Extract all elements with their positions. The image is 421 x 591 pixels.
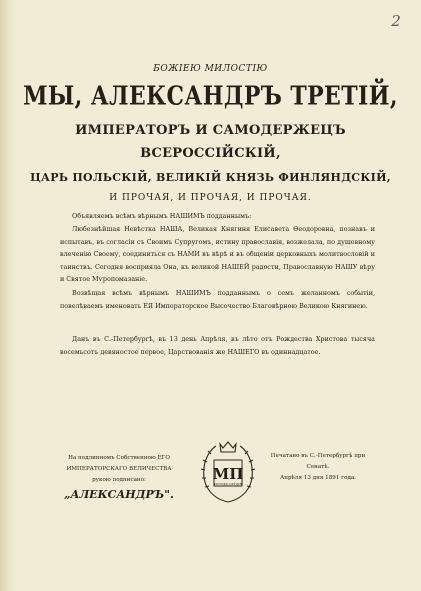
printing-seal-emblem <box>196 440 260 506</box>
seal-monogram: МП <box>212 465 244 483</box>
title-emperor: ИМПЕРАТОРЪ И САМОДЕРЖЕЦЪ <box>75 123 346 138</box>
announcement-line: Объявляемъ всѣмъ вѣрнымъ НАШИМЪ подданнымъ: <box>72 212 252 220</box>
imprint-date: Апрѣля 13 дня 1891 года. <box>279 475 357 481</box>
countersign-name: „АЛЕКСАНДРЪ". <box>64 488 174 501</box>
countersign-note: На подлинномъ Собственною ЕГО ИМПЕРАТОРСКАГО ВЕЛИЧЕСТВА рукою подписано: <box>66 455 172 483</box>
invocation-line: БОЖІЕЮ МИЛОСТІЮ <box>153 64 268 74</box>
sovereign-name: МЫ, АЛЕКСАНДРЪ ТРЕТІЙ, <box>23 80 398 112</box>
folio-number: 2 <box>391 12 401 30</box>
seal-legend: ИСТОКЪ ОРУДІЯ <box>214 482 242 486</box>
title-all-russia: ВСЕРОССІЙСКІЙ, <box>140 146 281 161</box>
body-paragraph-3: Данъ въ С.-Петербургѣ, въ 13 день Апрѣля, въ лѣто отъ Рождества Христова тысяча восемьсотъ девяностое первое, Царствованія же НАШЕГО въ одиннадцатое. <box>60 335 375 356</box>
imprint-place: Печатано въ С.-Петербургѣ при Сенатѣ. <box>270 453 366 470</box>
body-paragraph-1: Любезнѣйшая Невѣстка НАША, Великая Княгиня Елисавета Ѳеодоровна, познавъ и испытавъ, въ согласіи съ Своимъ Супругомъ, истину православія, возжелала, по душевному влеченію Своему, соединиться съ НАМИ въ вѣрѣ и въ общеніи церковныхъ молитвословій и таинствъ. Сегодня восприяла Она, къ великой НАШЕЙ радости, Православную НАШУ вѣру и Святое Мѵропомазаніе. <box>60 225 375 284</box>
body-paragraph-2: Возвѣщая всѣмъ вѣрнымъ НАШИМЪ подданнымъ о семъ желанномъ событіи, повелѣваемъ именовать ЕЯ Императорское Высочество Благовѣрною Великою Княгинею. <box>60 289 375 310</box>
title-et-cetera: И ПРОЧАЯ, И ПРОЧАЯ, И ПРОЧАЯ. <box>109 193 312 203</box>
title-tsar-poland: ЦАРЬ ПОЛЬСКІЙ, ВЕЛИКІЙ КНЯЗЬ ФИНЛЯНДСКІЙ, <box>30 171 391 184</box>
